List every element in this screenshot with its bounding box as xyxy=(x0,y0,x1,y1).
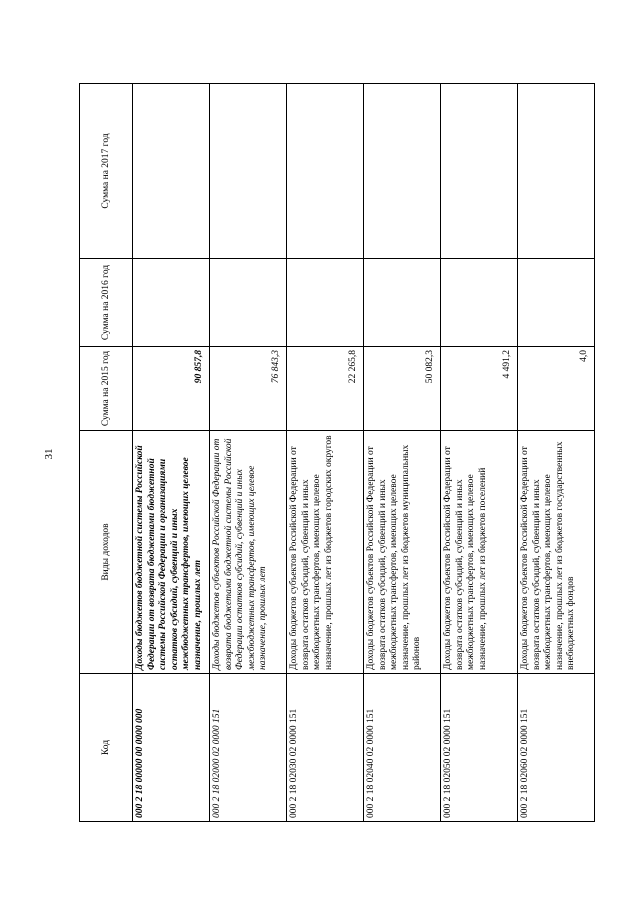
row-sum-2015: 76 843,3 xyxy=(210,347,287,431)
table-row xyxy=(441,84,518,822)
row-sum-2016 xyxy=(210,259,287,347)
row-sum-2017 xyxy=(287,84,364,259)
page-number: 31 xyxy=(43,448,55,460)
row-sum-2016 xyxy=(133,259,210,347)
row-sum-2017 xyxy=(518,84,595,259)
row-sum-2015: 90 857,8 xyxy=(133,347,210,431)
table-row xyxy=(287,84,364,822)
row-code: 000 2 18 02000 02 0000 151 xyxy=(210,674,287,822)
budget-table-container xyxy=(79,84,590,822)
row-sum-2015: 4 491,2 xyxy=(441,347,518,431)
row-sum-2015: 22 265,8 xyxy=(287,347,364,431)
rotated-table xyxy=(79,84,590,822)
row-code: 000 2 18 02060 02 0000 151 xyxy=(518,674,595,822)
row-sum-2016 xyxy=(287,259,364,347)
table-row xyxy=(210,84,287,822)
header-sum-2016: Сумма на 2016 год xyxy=(80,259,133,347)
row-name: Доходы бюджетов субъектов Российской Федерации от возврата остатков субсидий, субвенций и иных межбюджетных трансфертов, имеющих целевое назначение, прошлых лет из бюджетов городских округов xyxy=(287,431,364,674)
row-sum-2017 xyxy=(364,84,441,259)
header-sum-2017: Сумма на 2017 год xyxy=(80,84,133,259)
row-code: 000 2 18 00000 00 0000 000 xyxy=(133,674,210,822)
row-code: 000 2 18 02030 02 0000 151 xyxy=(287,674,364,822)
header-income-type: Виды доходов xyxy=(80,431,133,674)
row-sum-2016 xyxy=(364,259,441,347)
row-name: Доходы бюджетов субъектов Российской Федерации от возврата остатков субсидий, субвенций и иных межбюджетных трансфертов, имеющих целевое назначение, прошлых лет из бюджетов муниципальных районов xyxy=(364,431,441,674)
header-code: Код xyxy=(80,674,133,822)
header-sum-2015: Сумма на 2015 год xyxy=(80,347,133,431)
header-row xyxy=(80,84,133,822)
row-sum-2016 xyxy=(441,259,518,347)
row-sum-2015: 4,0 xyxy=(518,347,595,431)
budget-income-table xyxy=(79,83,595,822)
table-row xyxy=(518,84,595,822)
row-code: 000 2 18 02050 02 0000 151 xyxy=(441,674,518,822)
row-name: Доходы бюджетов субъектов Российской Федерации от возврата остатков субсидий, субвенций и иных межбюджетных трансфертов, имеющих целевое назначение, прошлых лет из бюджетов поселений xyxy=(441,431,518,674)
table-row xyxy=(133,84,210,822)
table-row xyxy=(364,84,441,822)
row-sum-2017 xyxy=(441,84,518,259)
row-name: Доходы бюджетов субъектов Российской Федерации от возврата бюджетами бюджетной системы Российской Федерации остатков субсидий, субвенций и иных межбюджетных трансфертов, имеющих целевое назначение, прошлых лет xyxy=(210,431,287,674)
row-sum-2017 xyxy=(133,84,210,259)
row-sum-2015: 50 082,3 xyxy=(364,347,441,431)
row-code: 000 2 18 02040 02 0000 151 xyxy=(364,674,441,822)
row-name: Доходы бюджетов бюджетной системы Российской Федерации от возврата бюджетами бюджетной системы Российской Федерации и организациями остатков субсидий, субвенций и иных межбюджетных трансфертов, имеющих целевое назначение, прошлых лет xyxy=(133,431,210,674)
row-sum-2017 xyxy=(210,84,287,259)
row-sum-2016 xyxy=(518,259,595,347)
row-name: Доходы бюджетов субъектов Российской Федерации от возврата остатков субсидий, субвенций и иных межбюджетных трансфертов, имеющих целевое назначение, прошлых лет из бюджетов государственных внебюджетных фондов xyxy=(518,431,595,674)
